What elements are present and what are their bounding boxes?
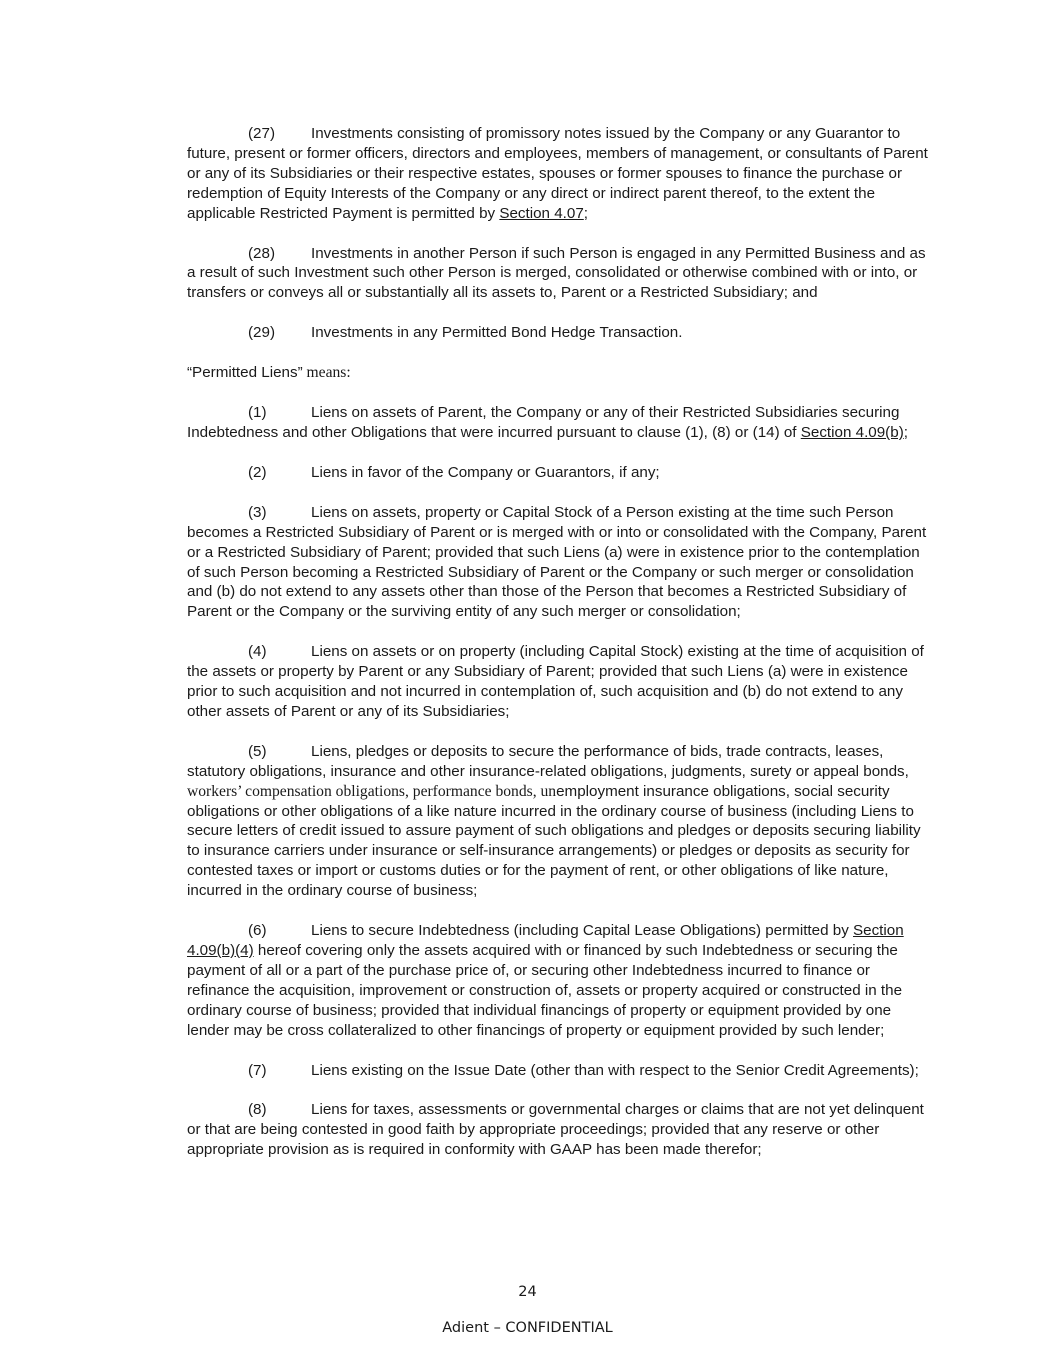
- clause-text: Liens, pledges or deposits to secure the performance of bids, trade contracts, leases, statutory obligations, insurance and other insurance-related obligations, judgments, surety or appeal bonds,: [187, 742, 909, 780]
- clause-punctuation: ;: [903, 423, 908, 441]
- definition-means: means:: [302, 364, 351, 382]
- clause-number: (5): [248, 742, 267, 760]
- clause-text: Liens existing on the Issue Date (other than with respect to the Senior Credit Agreements);: [311, 1061, 919, 1079]
- clause-28: [187, 244, 933, 304]
- clause-number: (6): [248, 922, 267, 940]
- clause-text-continued: employment insurance obligations, social security obligations or other obligations of a like nature incurred in the ordinary course of business (including Liens to secure letters of credit issued to assure payment of such obligations and pledges or deposits securing liability to insurance carriers under insurance or self-insurance arrangements) or pledges or deposits as security for contested taxes or import or customs duties or for the payment of rent, or other obligations of like nature, incurred in the ordinary course of business;: [187, 782, 921, 900]
- clause-number: (29): [248, 324, 276, 342]
- defined-term: “Permitted Liens”: [187, 364, 303, 382]
- lien-clause-4: [187, 642, 933, 722]
- clause-number: (28): [248, 244, 276, 262]
- clause-number: (8): [248, 1101, 267, 1119]
- clause-text: Investments in any Permitted Bond Hedge Transaction.: [311, 324, 683, 342]
- confidential-footer: Adient – CONFIDENTIAL: [442, 1320, 613, 1336]
- clause-27: [187, 124, 933, 224]
- clause-text: Investments consisting of promissory notes issued by the Company or any Guarantor to future, present or former officers, directors and employees, members of management, or consultants of Parent or any of its Subsidiaries or their respective estates, spouses or former spouses to finance the purchase or redemption of Equity Interests of the Company or any direct or indirect parent thereof, to the extent the applicable Restricted Payment is permitted by: [187, 125, 928, 222]
- clause-text: Liens on assets, property or Capital Stock of a Person existing at the time such Person becomes a Restricted Subsidiary of Parent or is merged with or into or consolidated with the Company, Parent or a Restricted Subsidiary of Parent; provided that such Liens (a) were in existence prior to the contemplation of such Person becoming a Restricted Subsidiary of Parent or the Company or such merger or consolidation and (b) do not extend to any assets other than those of the Person that becomes a Restricted Subsidiary of Parent or the Company or the surviving entity of any such merger or consolidation;: [187, 503, 927, 621]
- clause-text-serif: workers’ compensation obligations, performance bonds, un: [187, 782, 557, 800]
- clause-text: Investments in another Person if such Person is engaged in any Permitted Business and as a result of such Investment such other Person is merged, consolidated or otherwise combined with or into, or transfers or conveys all or substantially all its assets to, Parent or a Restricted Subsidiary; and: [187, 244, 926, 302]
- lien-clause-3: [187, 503, 933, 622]
- clause-number: (4): [248, 643, 267, 661]
- clause-number: (3): [248, 503, 267, 521]
- clause-number: (2): [248, 463, 267, 481]
- clause-text: Liens on assets or on property (including Capital Stock) existing at the time of acquisition of the assets or property by Parent or any Subsidiary of Parent; provided that such Liens (a) were in existence prior to such acquisition and not incurred in contemplation of, such acquisition and (b) do not extend to any other assets of Parent or any of its Subsidiaries;: [187, 643, 924, 720]
- clause-text-continued: hereof covering only the assets acquired with or financed by such Indebtedness or securing the payment of all or a part of the purchase price of, or securing other Indebtedness incurred to finance or refinance the acquisition, improvement or construction of, assets or property acquired or constructed in the ordinary course of business; provided that individual financings of property or equipment provided by one lender may be cross collateralized to other financings of property or equipment provided by such lender;: [187, 942, 903, 1039]
- clause-text: Liens in favor of the Company or Guarantors, if any;: [311, 463, 660, 481]
- section-reference-link[interactable]: Section 4.09(b)(4): [187, 922, 904, 959]
- section-reference-link[interactable]: Section 4.09(b): [800, 423, 904, 441]
- clause-29: [187, 323, 933, 343]
- lien-clause-8: [187, 1100, 933, 1160]
- lien-clause-6: [187, 921, 933, 1040]
- clause-text: Liens for taxes, assessments or governmental charges or claims that are not yet delinquent or that are being contested in good faith by appropriate proceedings; provided that any reserve or other appropriate provision as is required in conformity with GAAP has been made therefor;: [187, 1101, 924, 1159]
- clause-number: (27): [248, 125, 276, 142]
- clause-punctuation: ;: [583, 204, 589, 222]
- clause-number: (7): [248, 1061, 267, 1079]
- lien-clause-5: [187, 742, 933, 901]
- document-body: [187, 124, 933, 1180]
- clause-number: (1): [248, 404, 267, 422]
- section-reference-link[interactable]: Section 4.07: [499, 204, 584, 222]
- clause-text: Liens to secure Indebtedness (including Capital Lease Obligations) permitted by: [311, 922, 854, 940]
- lien-clause-7: [187, 1061, 933, 1081]
- clause-text: Liens on assets of Parent, the Company or any of their Restricted Subsidiaries securing Indebtedness and other Obligations that were incurred pursuant to clause (1), (8) or (14) of: [187, 404, 900, 441]
- lien-clause-2: [187, 463, 933, 483]
- page-number: 24: [518, 1284, 537, 1300]
- lien-clause-1: [187, 403, 933, 443]
- definition-heading: [187, 363, 933, 383]
